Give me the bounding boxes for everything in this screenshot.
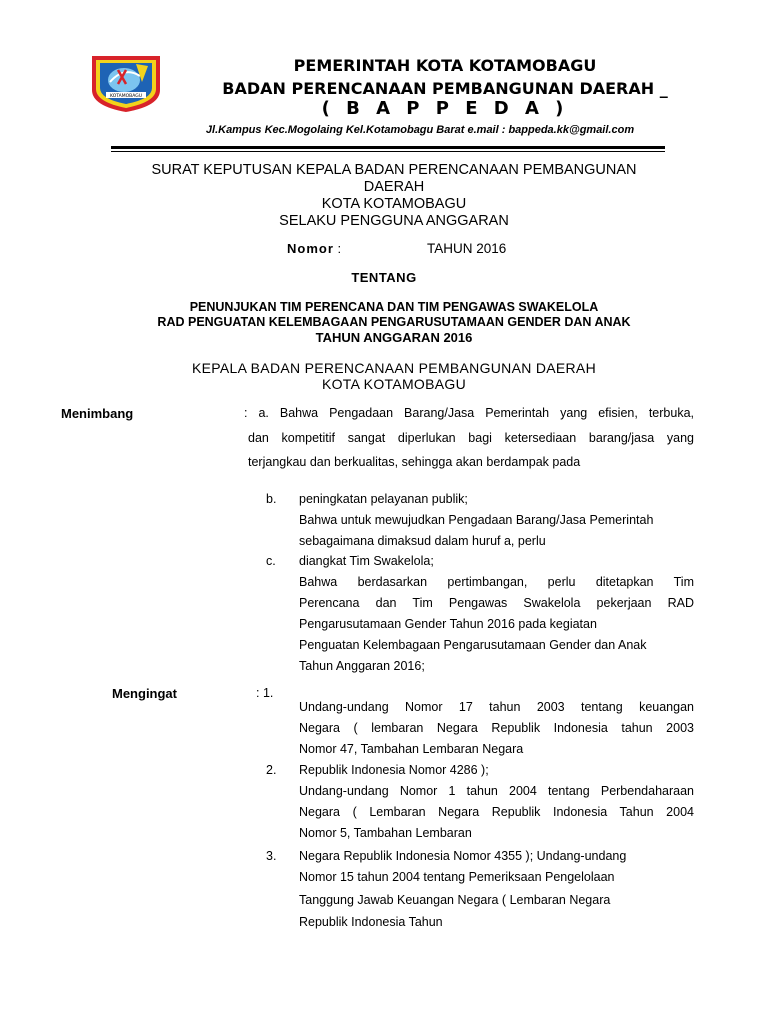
- nomor-label-text: Nomor: [287, 241, 334, 256]
- mengingat-item3-line: Nomor 15 tahun 2004 tentang Pemeriksaan Pengelolaan: [299, 870, 615, 884]
- mengingat-item2-marker: 2.: [266, 763, 277, 777]
- mengingat-item2-line: Republik Indonesia Nomor 4286 );: [299, 763, 489, 777]
- title-line: SELAKU PENGGUNA ANGGARAN: [279, 213, 509, 229]
- mengingat-item1-line: Undang-undang Nomor 17 tahun 2003 tentang keuangan: [299, 700, 694, 714]
- mengingat-item2-line: Undang-undang Nomor 1 tahun 2004 tentang Perbendaharaan: [299, 784, 694, 798]
- letterhead-government: PEMERINTAH KOTA KOTAMOBAGU: [293, 56, 597, 75]
- menimbang-b-marker: b.: [266, 492, 277, 506]
- subject-line: TAHUN ANGGARAN 2016: [315, 330, 473, 345]
- menimbang-c-line: Perencana dan Tim Pengawas Swakelola pekerjaan RAD: [299, 596, 694, 610]
- kotamobagu-emblem-icon: [88, 52, 164, 114]
- mengingat-item3-line: Tanggung Jawab Keuangan Negara ( Lembaran Negara: [299, 893, 611, 907]
- nomor-year: TAHUN 2016: [427, 241, 507, 256]
- mengingat-label: Mengingat: [112, 686, 177, 701]
- title-line: DAERAH: [363, 179, 425, 195]
- mengingat-item1-line: Negara ( lembaran Negara Republik Indonesia tahun 2003: [299, 721, 694, 735]
- menimbang-c-line: Penguatan Kelembagaan Pengarusutamaan Gender dan Anak: [299, 638, 647, 652]
- svg-text:KOTAMOBAGU: KOTAMOBAGU: [109, 94, 143, 99]
- menimbang-a-line: dan kompetitif sangat diperlukan bagi ketersediaan barang/jasa yang: [248, 431, 694, 445]
- title-line: KOTA KOTAMOBAGU: [321, 196, 467, 212]
- menimbang-c-marker: c.: [266, 554, 276, 568]
- title-line: SURAT KEPUTUSAN KEPALA BADAN PERENCANAAN PEMBANGUNAN: [151, 162, 637, 178]
- subject-block: [120, 300, 668, 345]
- menimbang-c-line: Tahun Anggaran 2016;: [299, 659, 425, 673]
- subject-line: PENUNJUKAN TIM PERENCANA DAN TIM PENGAWAS SWAKELOLA: [189, 300, 599, 314]
- menimbang-c-line: Bahwa berdasarkan pertimbangan, perlu ditetapkan Tim: [299, 575, 694, 589]
- mengingat-item2-line: Negara ( Lembaran Negara Republik Indonesia Tahun 2004: [299, 805, 694, 819]
- issuer-line: KOTA KOTAMOBAGU: [321, 376, 466, 392]
- letterhead-rule-thin: [111, 151, 665, 152]
- menimbang-label: Menimbang: [61, 406, 134, 421]
- mengingat-item2-line: Nomor 5, Tambahan Lembaran: [299, 826, 472, 840]
- mengingat-item1-line: Nomor 47, Tambahan Lembaran Negara: [299, 742, 524, 756]
- menimbang-b-line: sebagaimana dimaksud dalam huruf a, perlu: [299, 534, 546, 548]
- menimbang-b-line: peningkatan pelayanan publik;: [299, 492, 468, 506]
- mengingat-item3-marker: 3.: [266, 849, 277, 863]
- letterhead-address: Jl.Kampus Kec.Mogolaing Kel.Kotamobagu Barat e.mail : bappeda.kk@gmail.com: [205, 124, 635, 136]
- menimbang-c-line: diangkat Tim Swakelola;: [299, 554, 434, 568]
- nomor-label: [287, 241, 341, 256]
- letterhead-acronym: ( B A P P E D A ): [321, 98, 569, 119]
- document-title: [120, 162, 668, 230]
- mengingat-item3-line: Negara Republik Indonesia Nomor 4355 ); Undang-undang: [299, 849, 627, 863]
- menimbang-b-line: Bahwa untuk mewujudkan Pengadaan Barang/Jasa Pemerintah: [299, 513, 654, 527]
- nomor-separator: :: [337, 241, 342, 256]
- menimbang-a-line: : a. Bahwa Pengadaan Barang/Jasa Pemerintah yang efisien, terbuka,: [244, 406, 694, 420]
- issuer-line: KEPALA BADAN PERENCANAAN PEMBANGUNAN DAERAH: [192, 360, 596, 376]
- letterhead-agency: BADAN PERENCANAAN PEMBANGUNAN DAERAH _: [222, 79, 668, 98]
- mengingat-item3-line: Republik Indonesia Tahun: [299, 915, 443, 929]
- mengingat-item1-marker: : 1.: [256, 686, 274, 700]
- tentang-heading: TENTANG: [351, 270, 417, 285]
- subject-line: RAD PENGUATAN KELEMBAGAAN PENGARUSUTAMAAN GENDER DAN ANAK: [157, 315, 631, 329]
- issuer-heading: [120, 360, 668, 392]
- menimbang-a-line: terjangkau dan berkualitas, sehingga akan berdampak pada: [248, 455, 581, 469]
- menimbang-c-line: Pengarusutamaan Gender Tahun 2016 pada kegiatan: [299, 617, 597, 631]
- letterhead-rule-thick: [111, 146, 665, 149]
